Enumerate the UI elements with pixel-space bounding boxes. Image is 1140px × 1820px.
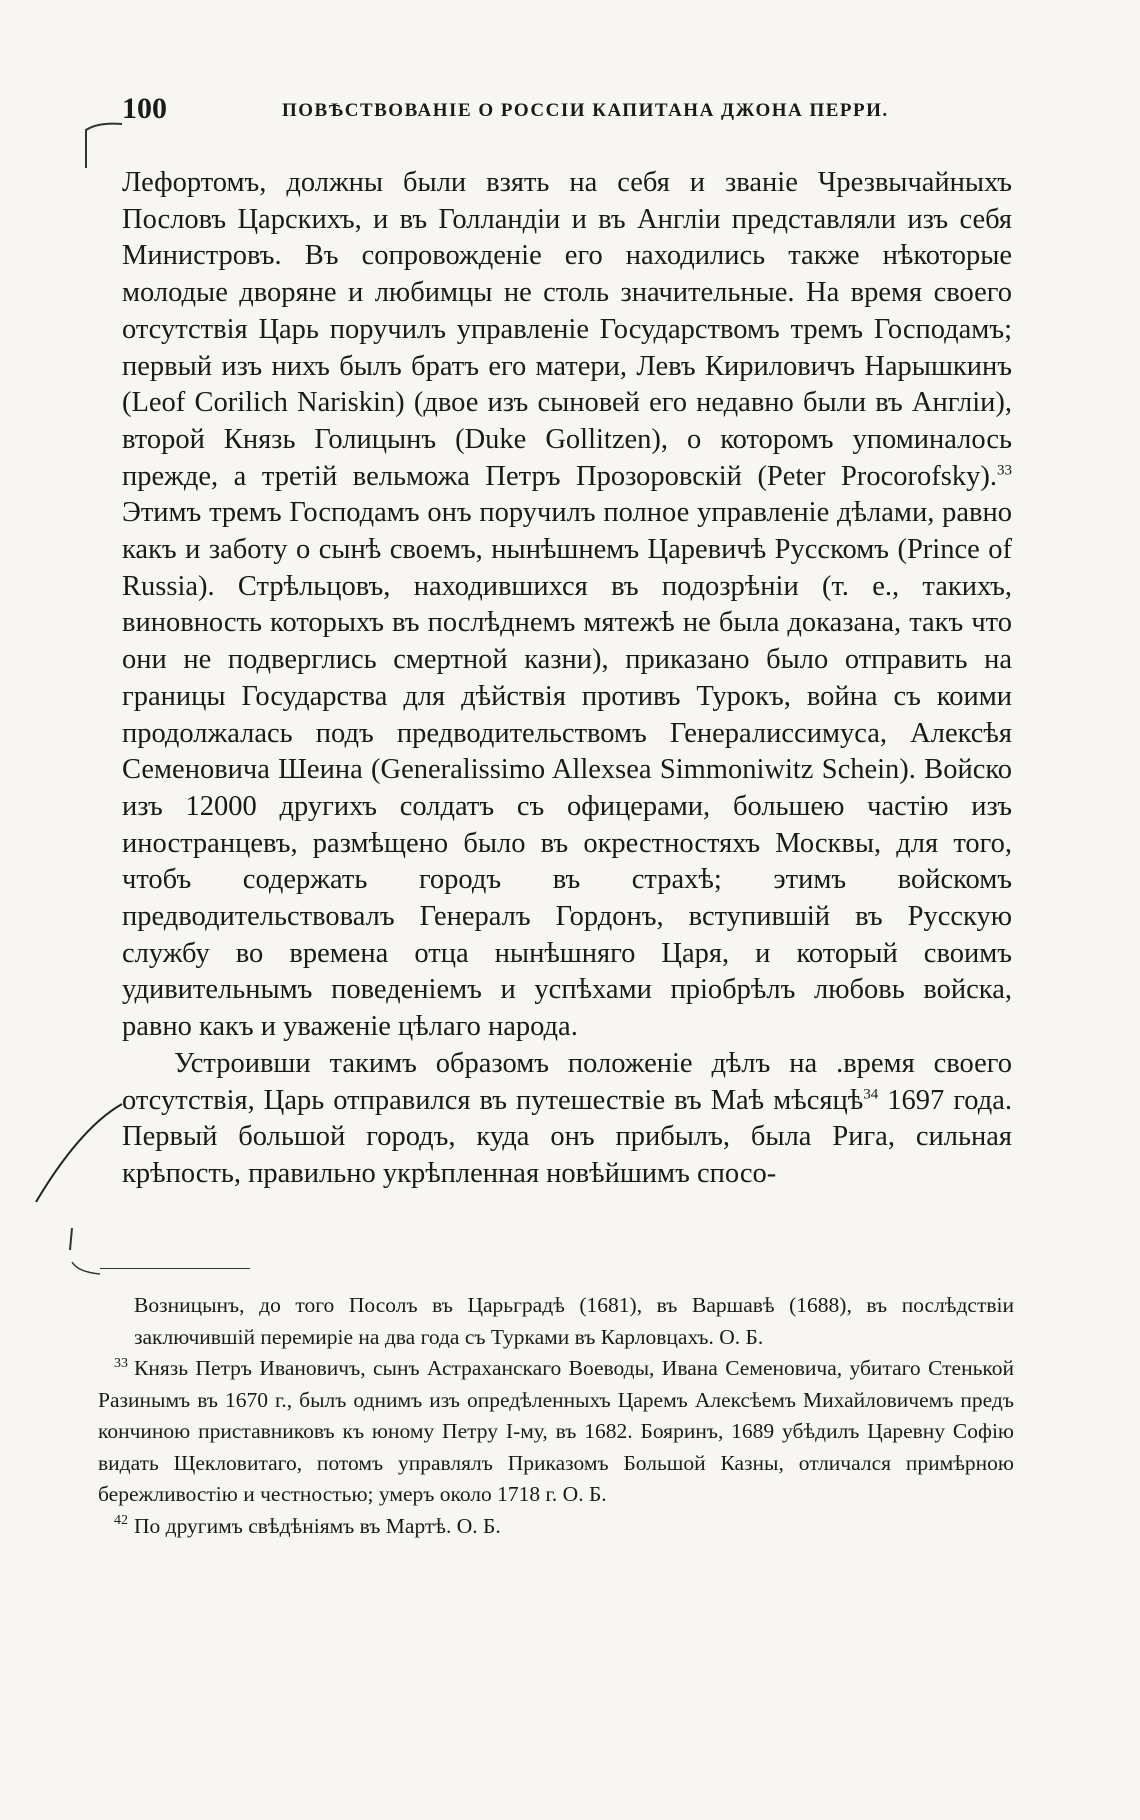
footnote-text: Князь Петръ Ивановичъ, сынъ Астраханскаго Воеводы, Ивана Семеновича, убитаго Стенькой Разинымъ въ 1670 г., былъ однимъ изъ опредѣленныхъ Царемъ Алексѣемъ Михайловичемъ предъ кончиною приставниковъ къ юному Петру I-му, въ 1682. Бояринъ, 1689 убѣдилъ Царевну Софію видать Щекловитаго, потомъ управлялъ Приказомъ Большой Казны, отличался примѣрною бережливостію и честностью; умеръ около 1718 г. О. Б. bbox=[98, 1356, 1014, 1506]
margin-pencil-mark-paragraph bbox=[30, 1098, 130, 1208]
paragraph-text: Устроивши такимъ образомъ положеніе дѣлъ на .время своего отсутствія, Царь отправился въ путешествіе въ Маѣ мѣсяцѣ bbox=[122, 1047, 1012, 1116]
running-title: ПОВѢСТВОВАНІЕ О РОССІИ КАПИТАНА ДЖОНА ПЕРРИ. bbox=[282, 100, 889, 121]
page-header bbox=[122, 92, 942, 132]
body-text bbox=[122, 165, 1012, 1193]
paragraph-text: Лефортомъ, должны были взять на себя и званіе Чрезвычайныхъ Пословъ Царскихъ, и въ Голландіи и въ Англіи представляли изъ себя Министровъ. Въ сопровожденіе его находились также нѣкоторые молодые дворяне и любимцы не столь значительные. На время своего отсутствія Царь поручилъ управленіе Государствомъ тремъ Господамъ; первый изъ нихъ былъ братъ его матери, Левъ Кириловичъ Нарышкинъ (Leof Corilich Nariskin) (двое изъ сыновей его недавно были въ Англіи), второй Князь Голицынъ (Duke Gollitzen), о которомъ упоминалось прежде, а третій вельможа Петръ Прозоровскій (Peter Procorofsky). bbox=[122, 167, 1012, 492]
page-number: 100 bbox=[122, 92, 167, 125]
footnote-continuation bbox=[134, 1290, 1014, 1353]
footnote-33: 33 Князь Петръ Ивановичъ, сынъ Астраханскаго Воеводы, Ивана Семеновича, убитаго Стенькой Разинымъ въ 1670 г., былъ однимъ изъ опредѣленныхъ Царемъ Алексѣемъ Михайловичемъ предъ кончиною приставниковъ къ юному Петру I-му, въ 1682. Бояринъ, 1689 убѣдилъ Царевну Софію видать Щекловитаго, потомъ управлялъ Приказомъ Большой Казны, отличался примѣрною бережливостію и честностью; умеръ около 1718 г. О. Б. bbox=[98, 1355, 1014, 1506]
margin-pencil-mark-bottom bbox=[60, 1222, 110, 1282]
footnote-separator bbox=[100, 1268, 250, 1269]
footnote-ref-34[interactable]: 34 bbox=[863, 1086, 879, 1103]
footnote-42: 42 По другимъ свѣдѣніямъ въ Мартѣ. О. Б. bbox=[114, 1513, 501, 1538]
paragraph bbox=[122, 1046, 1012, 1193]
footnote-ref-33[interactable]: 33 bbox=[997, 462, 1012, 479]
paragraph-text: Этимъ тремъ Господамъ онъ поручилъ полное управленіе дѣлами, равно какъ и заботу о сынѣ своемъ, нынѣшнемъ Царевичѣ Русскомъ (Prince of Russia). Стрѣльцовъ, находившихся въ подозрѣніи (т. е., такихъ, виновность которыхъ въ послѣднемъ мятежѣ не была доказана, такъ что они не подверглись смертной казни), приказано было отправить на границы Государства для дѣйствія противъ Турокъ, война съ коими продолжалась подъ предводительствомъ Генералиссимуса, Алексѣя Семеновича Шеина (Generalissimo Allexsea Simmoniwitz Schein). Войско изъ 12000 другихъ солдатъ съ офицерами, большею частію изъ иностранцевъ, размѣщено было въ окрестностяхъ Москвы, для того, чтобъ содержать городъ въ страхѣ; этимъ войскомъ предводительствовалъ Генералъ Гордонъ, вступившій въ Русскую службу во времена отца нынѣшняго Царя, и который своимъ удивительнымъ поведеніемъ и успѣхами пріобрѣлъ любовь войска, равно какъ и уваженіе цѣлаго народа. bbox=[122, 497, 1012, 1043]
paragraph bbox=[122, 165, 1012, 1046]
footnotes bbox=[98, 1290, 1014, 1542]
paragraph-text: 1697 года. Первый большой городъ, куда онъ прибылъ, была Рига, сильная крѣпость, правильно укрѣпленная новѣйшимъ спосо- bbox=[122, 1084, 1013, 1189]
footnote-text: По другимъ свѣдѣніямъ въ Мартѣ. О. Б. bbox=[134, 1513, 501, 1538]
footnote-text: Возницынъ, до того Посолъ въ Царьградѣ (1681), въ Варшавѣ (1688), въ послѣдствіи заключившій перемиріе на два года съ Турками въ Карловцахъ. О. Б. bbox=[134, 1293, 1014, 1349]
